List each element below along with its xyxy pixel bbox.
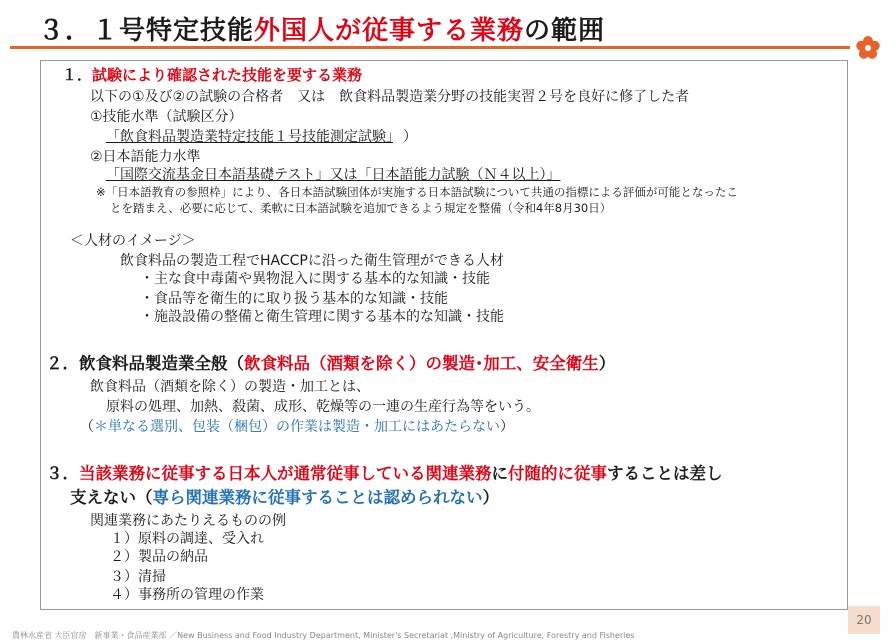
- section1-heading: [62, 64, 362, 85]
- section3-line2-open: （: [136, 488, 153, 507]
- title-rule: [10, 46, 850, 49]
- section2-note: [80, 416, 514, 436]
- section3-red1: 当該業務に従事する日本人が通常従事している関連業務: [79, 464, 492, 483]
- section3-tail: することは差し: [607, 464, 723, 483]
- section2-note-open: （: [80, 419, 94, 435]
- section1-sub1: ①技能水準（試験区分）: [90, 109, 243, 125]
- example-3: ３）清掃: [110, 569, 166, 585]
- section3-mid: に: [491, 464, 508, 483]
- image-bullet-1: ・主な食中毒菌や異物混入に関する基本的な知識・技能: [140, 271, 490, 287]
- image-bullet-3: ・施設設備の整備と衛生管理に関する基本的な知識・技能: [140, 309, 504, 325]
- title-part2: 外国人が従事する業務: [254, 16, 525, 46]
- page-title: [38, 10, 605, 47]
- section3-line2-close: ）: [482, 488, 499, 507]
- image-line: 飲食料品の製造工程でHACCPに沿った衛生管理ができる人材: [120, 253, 504, 269]
- section2-line2: 原料の処理、加熱、殺菌、成形、乾燥等の一連の生産行為等をいう。: [106, 399, 540, 415]
- section2-number: ２．: [46, 354, 79, 373]
- title-part3: の範囲: [524, 16, 606, 46]
- skill-test-name: 「飲食料品製造業特定技能１号技能測定試験」: [106, 129, 393, 145]
- section1-note2: とを踏まえ、必要に応じて、柔軟に日本語試験を追加できるよう規定を整備（令和4年8月30日）: [110, 201, 612, 215]
- section1-number: １．: [62, 66, 93, 84]
- title-part1: ３．１号特定技能: [38, 16, 255, 46]
- example-2: ２）製品の納品: [110, 549, 208, 565]
- section3-heading: [46, 460, 723, 484]
- section2-title: 飲食料品製造業全般: [79, 354, 228, 373]
- section3-number: ３．: [46, 464, 79, 483]
- footer: 農林水産省 大臣官房 新事業・食品産業部 ／New Business and Food Industry Department, Minister's Secretariat ,Ministry of Agriculture, Forestry and Fisheries: [12, 631, 635, 640]
- skill-test-close: ）: [403, 129, 417, 145]
- section2-paren-open: （: [227, 354, 244, 373]
- section2-paren-close: ）: [598, 354, 616, 373]
- examples-heading: 関連業務にあたりえるものの例: [90, 513, 286, 529]
- section2-note-text: ＊単なる選別、包装（梱包）の作業は製造・加工にはあたらない: [94, 419, 500, 435]
- section2-note-close: ）: [500, 419, 514, 435]
- image-heading: ＜人材のイメージ＞: [70, 233, 196, 249]
- section1-sub1-test: [106, 126, 417, 146]
- image-bullet-2: ・食品等を衛生的に取り扱う基本的な知識・技能: [140, 291, 448, 307]
- section1-sub2: ②日本語能力水準: [90, 149, 201, 165]
- section2-line1: 飲食料品（酒類を除く）の製造・加工とは、: [90, 379, 370, 395]
- section1-title: 試験により確認された技能を要する業務: [92, 66, 363, 84]
- section1-note1: ※「日本語教育の参照枠」により、各日本語試験団体が実施する日本語試験について共通の指標による評価が可能となったこ: [96, 185, 738, 199]
- flower-icon: [855, 35, 881, 61]
- page-number: 20: [848, 606, 880, 634]
- example-4: ４）事務所の管理の作業: [110, 587, 264, 603]
- section2-heading: [46, 350, 615, 374]
- section3-line2-text: 支えない: [70, 488, 136, 507]
- section1-sub2-test: 「国際交流基金日本語基礎テスト」又は「日本語能力試験（Ｎ４以上）」: [106, 167, 561, 183]
- section2-scope: 飲食料品（酒類を除く）の製造･加工、安全衛生: [244, 354, 599, 373]
- section3-line2: [70, 484, 499, 508]
- section3-red2: 付随的に従事: [508, 464, 607, 483]
- section3-blue: 専ら関連業務に従事することは認められない: [152, 488, 483, 507]
- example-1: １）原料の調達、受入れ: [110, 531, 264, 547]
- section1-line1: 以下の①及び②の試験の合格者 又は 飲食料品製造業分野の技能実習２号を良好に修了した者: [90, 89, 690, 105]
